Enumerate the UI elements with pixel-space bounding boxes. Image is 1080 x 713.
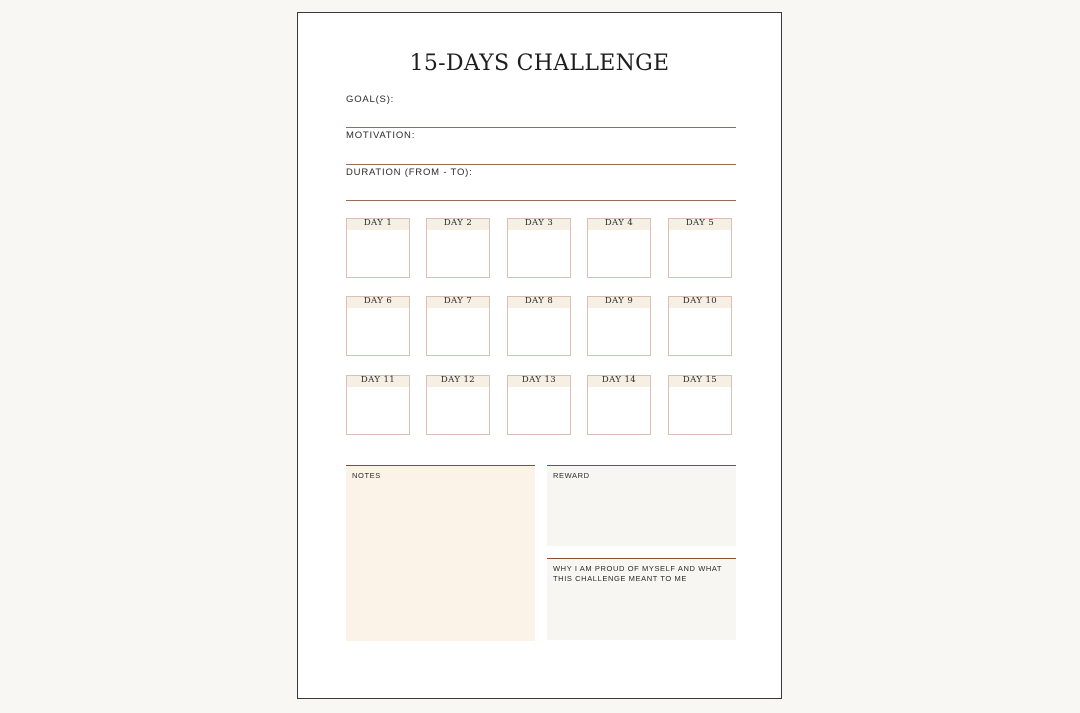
day-label: DAY 12	[427, 376, 489, 387]
day-label: DAY 11	[347, 376, 409, 387]
motivation-label: MOTIVATION:	[346, 130, 416, 141]
duration-field[interactable]	[346, 167, 736, 201]
day-label: DAY 15	[669, 376, 731, 387]
reward-label: REWARD	[553, 471, 590, 480]
goal-field[interactable]	[346, 94, 736, 128]
day-label: DAY 10	[669, 297, 731, 308]
day-label: DAY 2	[427, 219, 489, 230]
day-box[interactable]	[587, 296, 651, 356]
proud-panel[interactable]	[547, 558, 736, 640]
page-title: 15-DAYS CHALLENGE	[409, 51, 670, 76]
notes-panel[interactable]	[346, 465, 535, 641]
planner-page	[297, 12, 782, 699]
day-box[interactable]	[346, 218, 410, 278]
day-label: DAY 6	[347, 297, 409, 308]
day-label: DAY 3	[508, 219, 570, 230]
day-label: DAY 14	[588, 376, 650, 387]
day-label: DAY 8	[508, 297, 570, 308]
day-label: DAY 5	[669, 219, 731, 230]
day-box[interactable]	[507, 218, 571, 278]
day-box[interactable]	[426, 375, 490, 435]
day-label: DAY 1	[347, 219, 409, 230]
proud-label: WHY I AM PROUD OF MYSELF AND WHAT THIS CHALLENGE MEANT TO ME	[553, 564, 722, 583]
day-box[interactable]	[668, 218, 732, 278]
day-box[interactable]	[587, 218, 651, 278]
day-box[interactable]	[587, 375, 651, 435]
day-label: DAY 13	[508, 376, 570, 387]
day-box[interactable]	[346, 375, 410, 435]
duration-label: DURATION (FROM - TO):	[346, 167, 473, 178]
day-box[interactable]	[507, 296, 571, 356]
notes-label: NOTES	[352, 471, 381, 480]
day-label: DAY 7	[427, 297, 489, 308]
day-label: DAY 9	[588, 297, 650, 308]
reward-panel[interactable]	[547, 465, 736, 546]
day-box[interactable]	[668, 296, 732, 356]
day-box[interactable]	[346, 296, 410, 356]
day-box[interactable]	[507, 375, 571, 435]
goal-label: GOAL(S):	[346, 94, 395, 105]
motivation-field[interactable]	[346, 130, 736, 165]
day-box[interactable]	[426, 218, 490, 278]
day-box[interactable]	[668, 375, 732, 435]
day-box[interactable]	[426, 296, 490, 356]
day-label: DAY 4	[588, 219, 650, 230]
